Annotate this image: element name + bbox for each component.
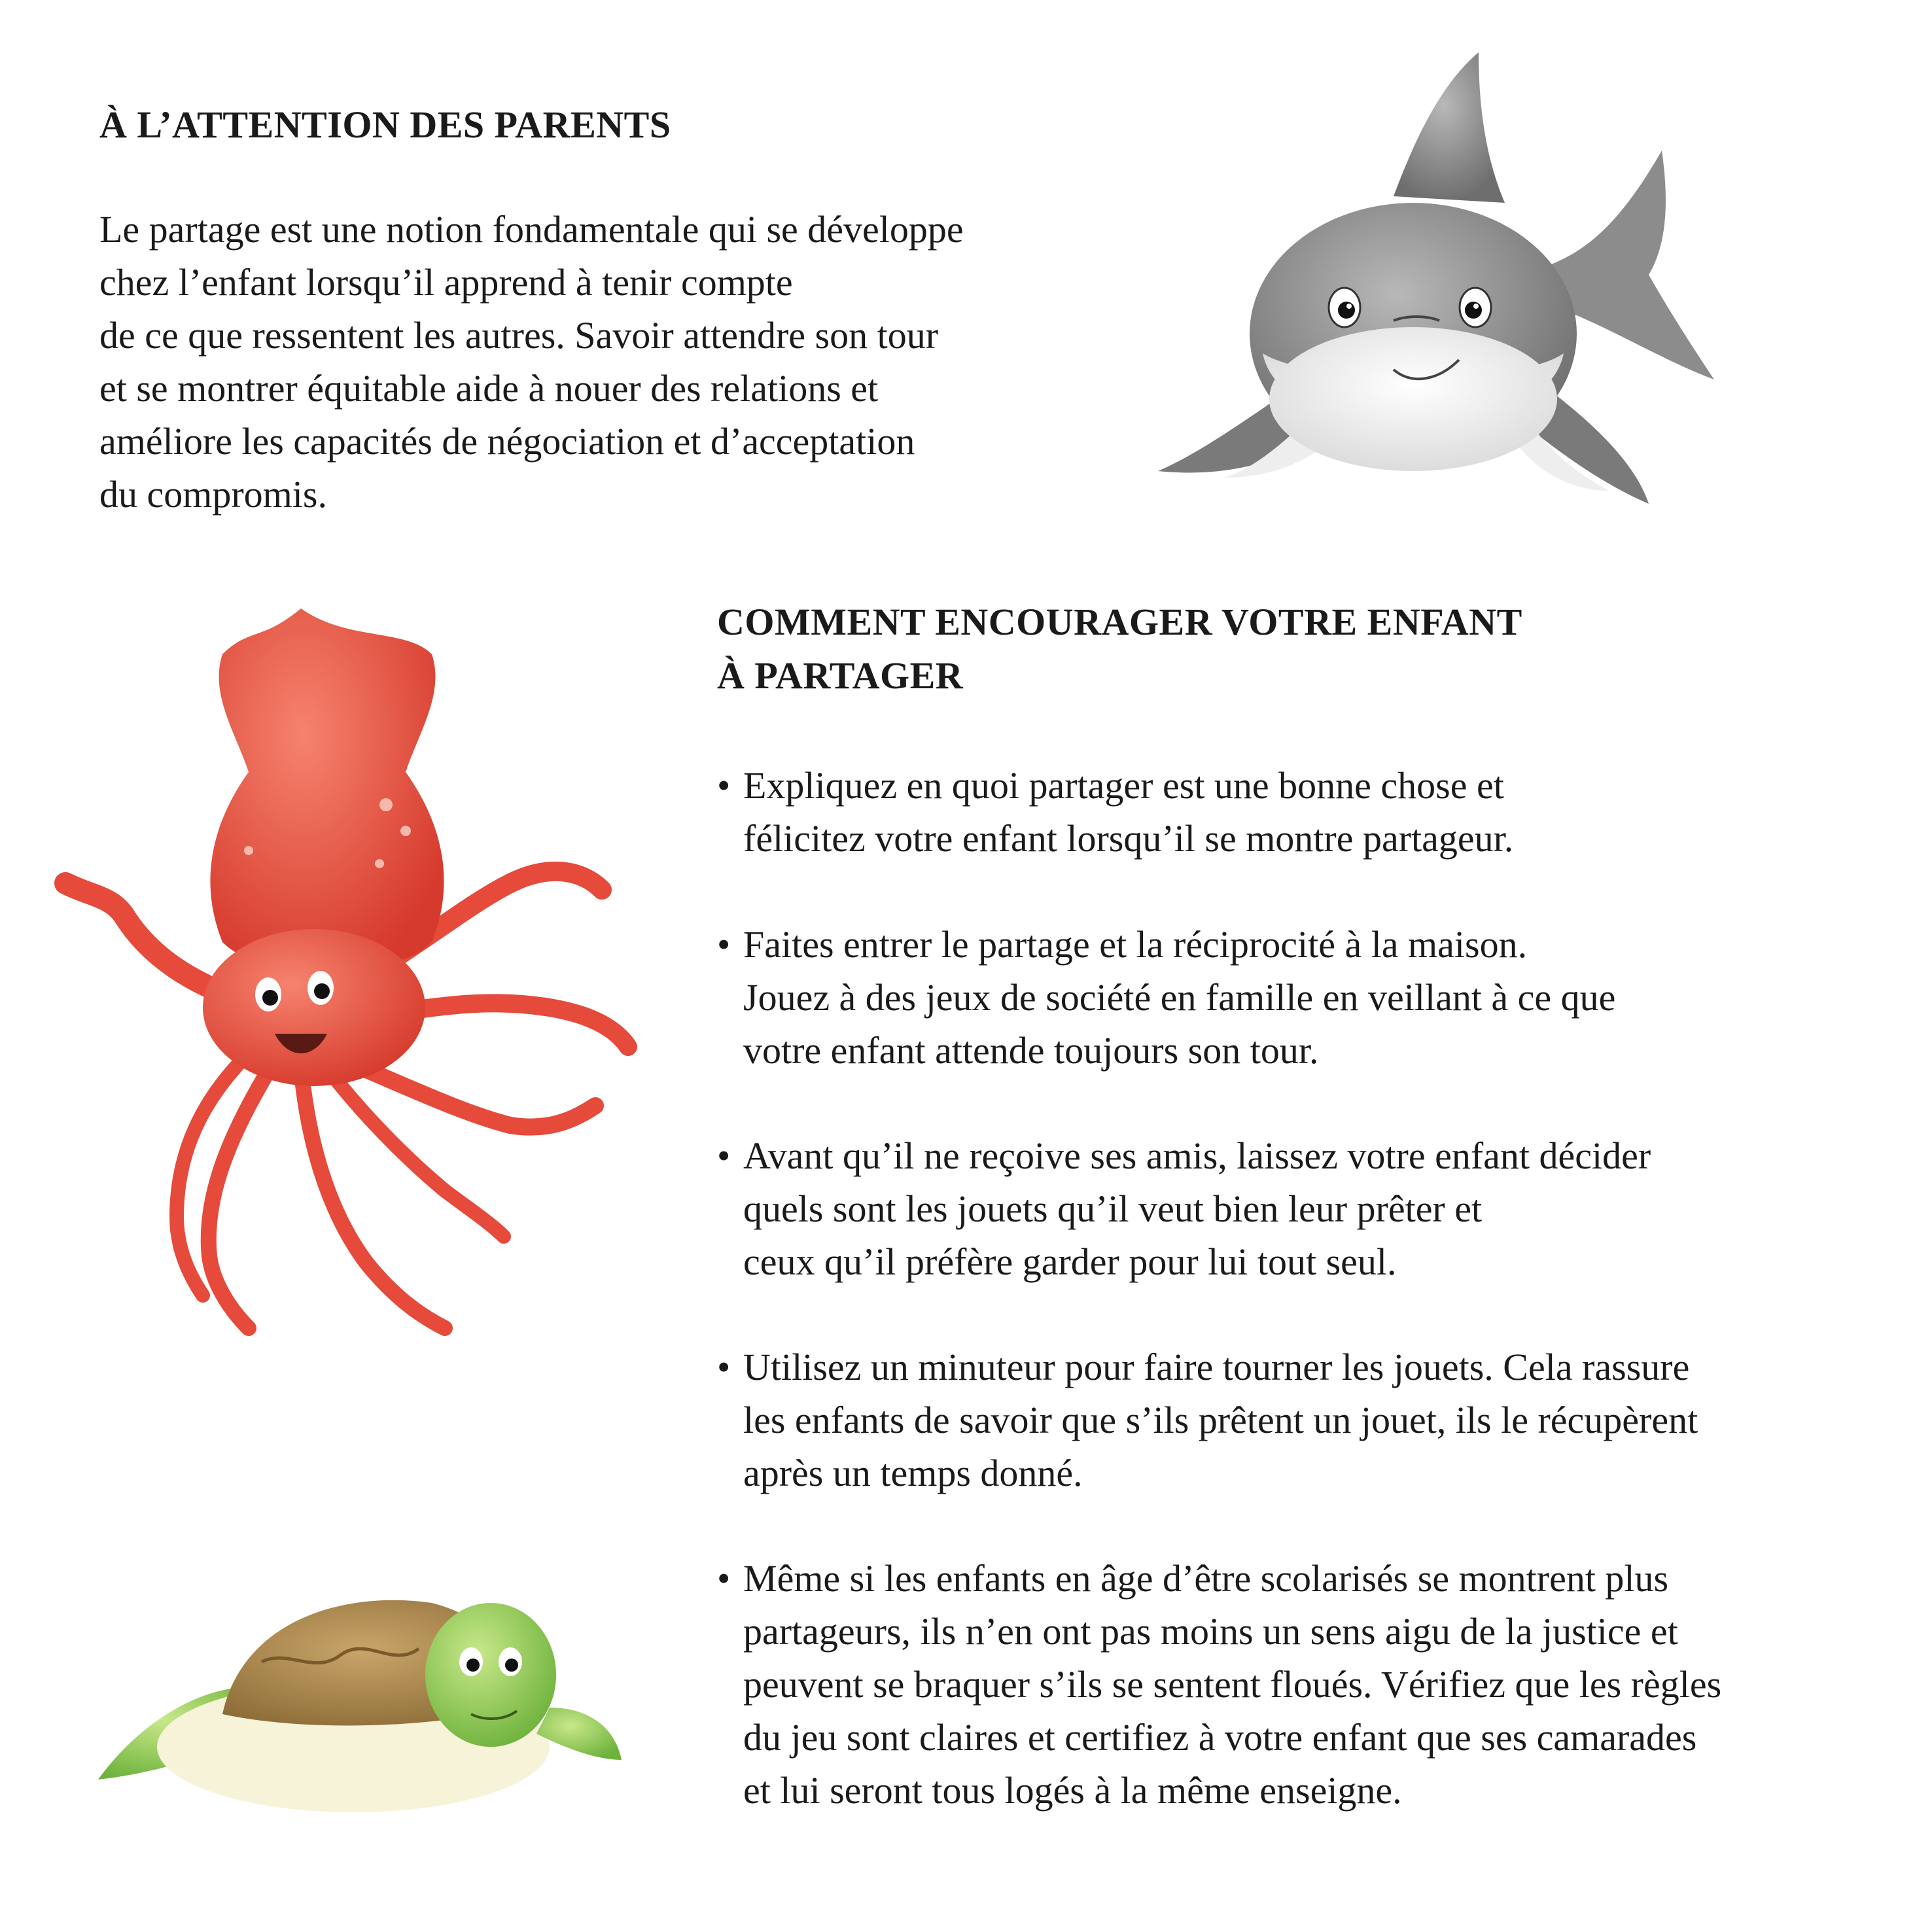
intro-line: de ce que ressentent les autres. Savoir attendre son tour — [99, 314, 939, 357]
tip-line: et lui seront tous logés à la même enseigne. — [743, 1769, 1402, 1812]
tip-line: Expliquez en quoi partager est une bonne chose et — [743, 764, 1504, 807]
encourage-title-line-2: À PARTAGER — [717, 654, 964, 697]
tip-item — [717, 759, 1895, 865]
tip-line: les enfants de savoir que s’ils prêtent un jouet, ils le récupèrent — [743, 1399, 1698, 1441]
encourage-title-line-1: COMMENT ENCOURAGER VOTRE ENFANT — [717, 601, 1522, 643]
intro-line: chez l’enfant lorsqu’il apprend à tenir compte — [99, 261, 793, 304]
tip-line: après un temps donné. — [743, 1452, 1083, 1494]
intro-line: et se montrer équitable aide à nouer des relations et — [99, 367, 879, 410]
tip-item — [717, 1341, 1895, 1500]
tip-line: Avant qu’il ne reçoive ses amis, laissez votre enfant décider — [743, 1134, 1651, 1177]
bullet: • — [717, 1134, 731, 1177]
bullet: • — [717, 1557, 731, 1600]
tip-line: quels sont les jouets qu’il veut bien leur prêter et — [743, 1187, 1483, 1230]
tip-line: Utilisez un minuteur pour faire tourner les jouets. Cela rassure — [743, 1346, 1690, 1388]
tip-line: partageurs, ils n’en ont pas moins un sens aigu de la justice et — [743, 1610, 1678, 1653]
bullet: • — [717, 923, 731, 966]
tip-line: Même si les enfants en âge d’être scolarisés se montrent plus — [743, 1557, 1669, 1600]
parents-section-title: À L’ATTENTION DES PARENTS — [99, 103, 671, 146]
intro-line: améliore les capacités de négociation et d’acceptation — [99, 420, 915, 463]
intro-line: Le partage est une notion fondamentale qui se développe — [99, 208, 964, 251]
tip-item — [717, 1552, 1895, 1817]
parents-intro-paragraph — [99, 203, 1172, 521]
squid-illustration-icon — [52, 602, 654, 1452]
tip-item — [717, 1129, 1895, 1288]
tip-line: ceux qu’il préfère garder pour lui tout seul. — [743, 1240, 1397, 1283]
bullet: • — [717, 764, 731, 807]
tip-line: votre enfant attende toujours son tour. — [743, 1029, 1319, 1072]
tip-line: Jouez à des jeux de société en famille en veillant à ce que — [743, 976, 1616, 1019]
tip-line: félicitez votre enfant lorsqu’il se montre partageur. — [743, 817, 1514, 860]
intro-line: du compromis. — [99, 473, 327, 516]
tip-line: du jeu sont claires et certifiez à votre enfant que ses camarades — [743, 1716, 1697, 1759]
tip-item — [717, 918, 1895, 1077]
tip-line: peuvent se braquer s’ils se sentent floués. Vérifiez que les règles — [743, 1663, 1722, 1706]
turtle-illustration-icon — [92, 1564, 628, 1838]
encourage-section-title — [717, 595, 1764, 703]
shark-illustration-icon — [1151, 46, 1753, 530]
tip-line: Faites entrer le partage et la réciprocité à la maison. — [743, 923, 1528, 966]
bullet: • — [717, 1346, 731, 1388]
